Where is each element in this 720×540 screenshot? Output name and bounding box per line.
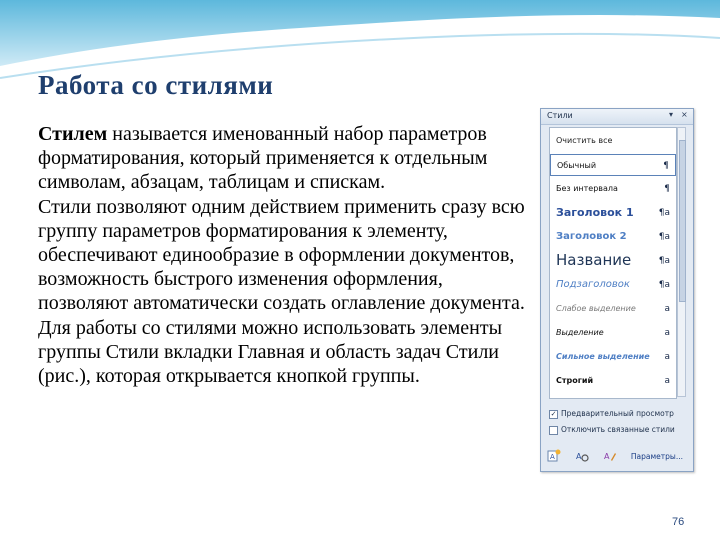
new-style-icon[interactable] xyxy=(547,449,561,463)
style-item-label: Подзаголовок xyxy=(556,279,630,290)
style-item-strong[interactable] xyxy=(550,370,676,392)
linked-style-icon: ¶a xyxy=(658,208,670,218)
character-style-icon: a xyxy=(664,376,670,386)
linked-style-icon: ¶a xyxy=(658,232,670,242)
preview-checkbox[interactable]: ✓ xyxy=(550,409,557,418)
linked-style-icon: ¶a xyxy=(658,256,670,266)
style-item-label: Очистить все xyxy=(556,136,613,145)
character-style-icon: a xyxy=(664,328,670,338)
style-list-scrollbar[interactable] xyxy=(677,127,686,397)
paragraph-definition xyxy=(38,122,538,195)
paragraph-benefits: Стили позволяют одним действием применить сразу всю группу параметров форматирования к элементу, обеспечивают единообразие в оформлении документов, возможность быстрого изменения оформления, позволяют автоматически создать оглавление документа. xyxy=(38,195,525,315)
disable-linked-option[interactable] xyxy=(549,425,675,435)
style-item-normal[interactable] xyxy=(550,154,676,176)
paragraph-mark-icon: ¶ xyxy=(664,184,670,194)
style-item-label: Название xyxy=(556,251,632,269)
style-item-subtle-emphasis[interactable] xyxy=(550,298,676,320)
style-item-no-spacing[interactable] xyxy=(550,178,676,200)
page-number: 76 xyxy=(672,516,685,528)
style-item-title[interactable] xyxy=(550,250,676,272)
options-link[interactable]: Параметры... xyxy=(630,452,683,461)
disable-linked-option-label: Отключить связанные стили xyxy=(561,425,675,434)
preview-option-label: Предварительный просмотр xyxy=(561,409,674,418)
style-item-label: Обычный xyxy=(557,161,597,170)
style-item-label: Сильное выделение xyxy=(556,352,650,361)
style-item-subtitle[interactable] xyxy=(550,274,676,296)
slide-title: Работа со стилями xyxy=(38,70,274,100)
pane-close-icon[interactable]: × xyxy=(681,110,688,119)
style-item-label: Выделение xyxy=(556,328,604,337)
svg-text:A: A xyxy=(604,452,610,461)
style-item-label: Заголовок 1 xyxy=(556,206,634,219)
style-item-emphasis[interactable] xyxy=(550,322,676,344)
styles-task-pane xyxy=(540,108,694,472)
pane-title: Стили xyxy=(547,111,573,120)
character-style-icon: a xyxy=(664,352,670,362)
style-item-label: Строгий xyxy=(556,376,594,385)
style-item-intense-emphasis[interactable] xyxy=(550,346,676,368)
paragraph-mark-icon: ¶ xyxy=(663,161,669,171)
paragraph-usage: Для работы со стилями можно использовать элементы группы Стили вкладки Главная и область задач Стили (рис.), которая открывается кнопкой группы. xyxy=(38,316,503,388)
style-item-clear-all[interactable] xyxy=(550,130,676,152)
pane-header xyxy=(541,109,693,125)
style-item-label: Заголовок 2 xyxy=(556,231,627,242)
disable-linked-checkbox[interactable] xyxy=(549,426,558,435)
scrollbar-thumb[interactable] xyxy=(679,140,686,302)
slide-body xyxy=(38,122,538,388)
manage-styles-icon[interactable] xyxy=(603,449,617,463)
svg-text:A: A xyxy=(576,452,582,461)
style-item-label: Слабое выделение xyxy=(556,304,636,313)
style-item-heading-1[interactable] xyxy=(550,202,676,224)
style-item-label: Без интервала xyxy=(556,184,618,193)
style-item-heading-2[interactable] xyxy=(550,226,676,248)
linked-style-icon: ¶a xyxy=(658,280,670,290)
svg-text:A: A xyxy=(550,453,555,461)
character-style-icon: a xyxy=(664,304,670,314)
style-inspector-icon[interactable] xyxy=(575,449,589,463)
pane-bottom-bar xyxy=(547,449,687,465)
term-bold: Стилем xyxy=(38,123,108,145)
definition-text: называется именованный набор параметров форматирования, который применяется к отдельным символам, абзацам, таблицам и спискам. xyxy=(38,123,488,194)
pane-menu-icon[interactable]: ▾ xyxy=(669,110,674,119)
style-list xyxy=(549,127,677,399)
preview-option[interactable] xyxy=(549,409,674,419)
